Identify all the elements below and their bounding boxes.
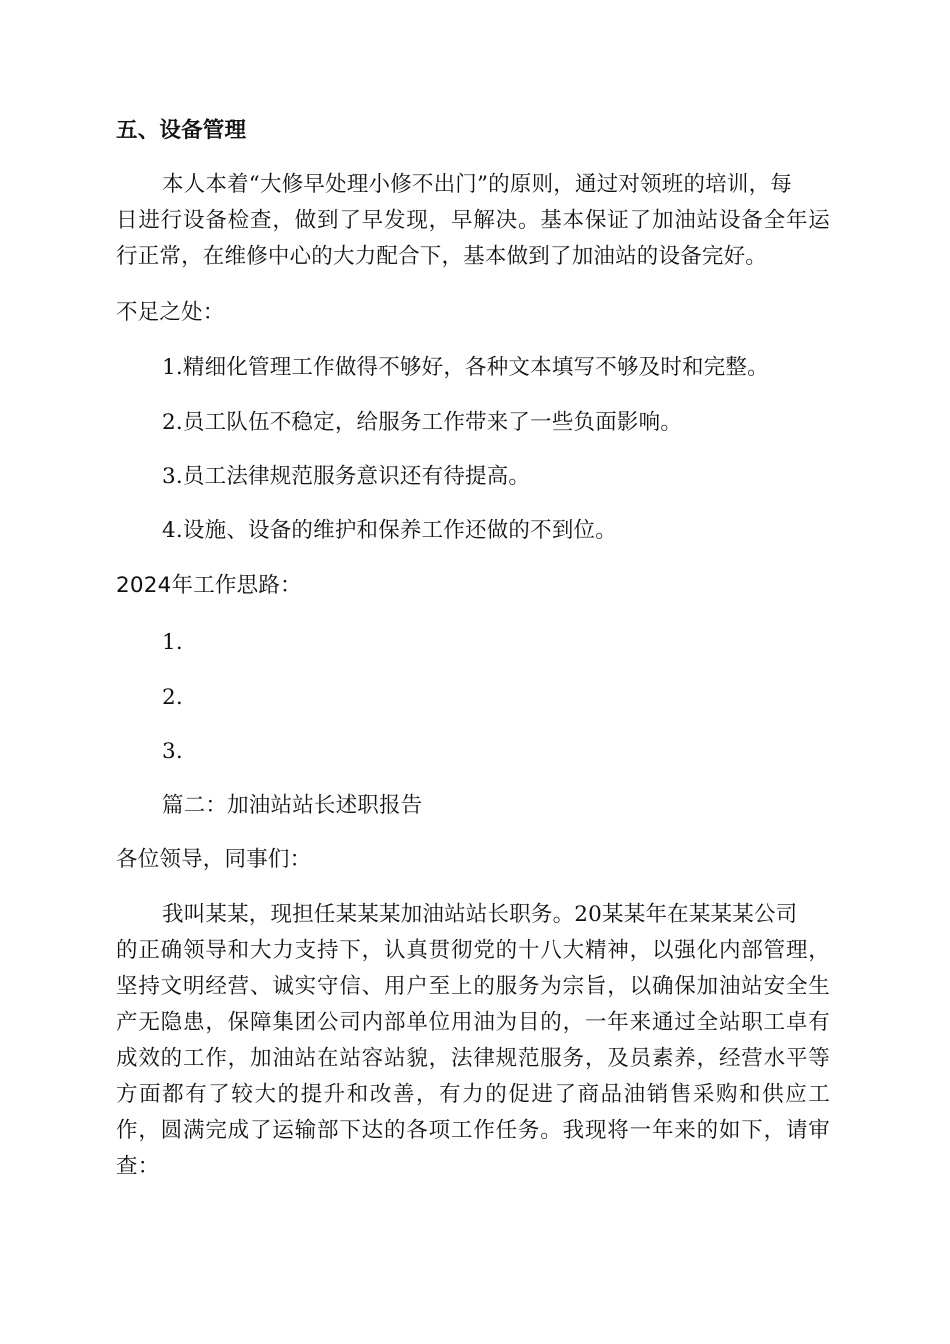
plan-label: 2024年工作思路： [116, 573, 302, 598]
paragraph-line: 作，圆满完成了运输部下达的各项工作任务。我现将一年来的如下，请审 [116, 1118, 830, 1143]
paragraph-line: 的正确领导和大力支持下，认真贯彻党的十八大精神，以强化内部管理， [116, 938, 830, 963]
paragraph-line: 产无隐患，保障集团公司内部单位用油为目的，一年来通过全站职工卓有 [116, 1010, 830, 1035]
list-item: 1. [162, 630, 183, 655]
paragraph-line: 查： [116, 1154, 160, 1179]
paragraph-line: 我叫某某，现担任某某某加油站站长职务。20某某年在某某某公司 [162, 902, 798, 927]
list-item: 3. [162, 739, 183, 764]
shortcomings-label: 不足之处： [116, 300, 225, 325]
paragraph-line: 坚持文明经营、诚实守信、用户至上的服务为宗旨，以确保加油站安全生 [116, 974, 830, 999]
paragraph-line: 本人本着“大修早处理小修不出门”的原则，通过对领班的培训，每 [162, 172, 792, 197]
list-item: 2. [162, 685, 183, 710]
paragraph-line: 日进行设备检查，做到了早发现，早解决。基本保证了加油站设备全年运 [116, 208, 830, 233]
greeting: 各位领导，同事们： [116, 847, 312, 872]
section-heading: 五、设备管理 [116, 118, 247, 143]
paragraph-line: 成效的工作，加油站在站容站貌，法律规范服务，及员素养，经营水平等 [116, 1046, 830, 1071]
part-title: 篇二：加油站站长述职报告 [162, 793, 423, 818]
list-item: 2.员工队伍不稳定，给服务工作带来了一些负面影响。 [162, 410, 683, 435]
list-item: 1.精细化管理工作做得不够好，各种文本填写不够及时和完整。 [162, 355, 769, 380]
list-item: 4.设施、设备的维护和保养工作还做的不到位。 [162, 518, 617, 543]
paragraph-line: 方面都有了较大的提升和改善，有力的促进了商品油销售采购和供应工 [116, 1082, 830, 1107]
list-item: 3.员工法律规范服务意识还有待提高。 [162, 464, 531, 489]
paragraph-line: 行正常，在维修中心的大力配合下，基本做到了加油站的设备完好。 [116, 244, 768, 269]
